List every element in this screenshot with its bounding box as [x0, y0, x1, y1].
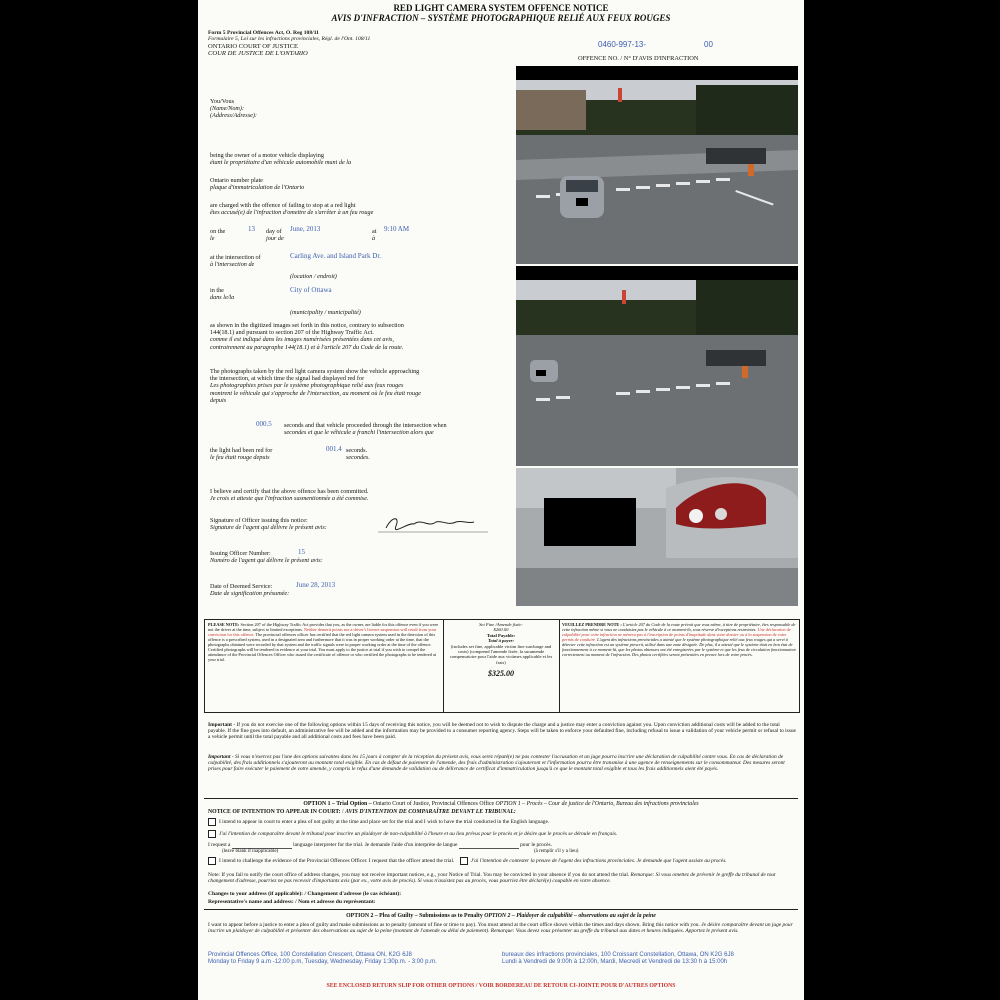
please-note-text: Section 207 of the Highway Traffic Act provides that you, as the owner, are liable for this offence even if you were not the driver at the time, subject to limited exceptions. — [208, 622, 439, 632]
offence-notice-page — [198, 0, 804, 1000]
office-en: Provincial Offences Office, 100 Constellation Crescent, Ottawa ON, K2G 6J8 — [208, 952, 412, 958]
plate-en: Ontario number plate — [210, 177, 263, 184]
on-fr: le — [210, 235, 215, 243]
photos-fr3: depuis — [210, 396, 227, 404]
total-payable-fr: Total à payer: — [487, 638, 515, 644]
hours-en: Monday to Friday 9 a.m -12:00 p.m, Tuesday, Wednesday, Friday 1:30p.m. - 3:00 p.m. — [208, 959, 437, 965]
important-text-fr: - Si vous n'exercez pas l'une des options suivantes dans les 15 jours à compter de la réception du présent avis, vous serez réputé(e) ne pas contester l'accusation et un juge pourra inscrire une déclaration de culpabilité contre vous. En cas de déclaration de culpabilité, des frais additionnels s'ajouteront au montant total exigible. En cas de défaut de paiement de l'amende, des frais d'administration s'ajouteront et l'information pourra être transmise à une agence de renseignements sur le consommateur. Des mesures seront prises pour faire exécuter le paiement de votre amende, y compris le refus d'une demande de validation ou de délivrance de certificat d'immatriculation jusqu'à ce que le montant total exigible et tous les frais additionnels aient été payés. — [208, 754, 785, 773]
service-fr: Date de signification présumée: — [210, 590, 290, 598]
dayof-en: day of — [266, 228, 282, 235]
title-fr: AVIS D'INFRACTION – SYSTÈME PHOTOGRAPHIQUE RELIÉ AUX FEUX ROUGES — [331, 13, 671, 23]
french-trial-checkbox[interactable] — [208, 830, 216, 838]
intersection-value: Carling Ave. and Island Park Dr. — [290, 252, 382, 260]
intersection-photo-2 — [516, 280, 798, 466]
redaction-bar-middle — [516, 266, 798, 280]
address-label: (Address/Adresse): — [210, 112, 257, 120]
intersection-photo-1 — [516, 80, 798, 264]
option1-check3-label: I intend to challenge the evidence of the Provincial Offences Officer. I request that the officer attend the trial. — [219, 858, 455, 865]
officer-no-en: Issuing Officer Number: — [210, 550, 271, 557]
signature-en: Signature of Officer issuing this notice: — [210, 517, 308, 524]
important-title-en: Important — [208, 722, 232, 728]
please-note-title: PLEASE NOTE: — [208, 622, 240, 627]
option1-check2-row[interactable] — [208, 830, 798, 838]
officer-no-fr: Numéro de l'agent qui délivre le présent avis: — [210, 557, 323, 565]
intersection-en: at the intersection of — [210, 254, 261, 261]
at-en: at — [372, 228, 377, 235]
dayof-fr: jour de — [266, 235, 284, 243]
office-fr: bureaux des infractions provinciales, 100 Croissant Constellation, Ottawa, ON K2G 6J8 — [502, 952, 734, 958]
option2-text-en: I want to appear before a justice to enter a plea of guilty and make submissions as to penalty (amount of fine or time to pay). You must attend at the court office shown within the times and days shown. Bring this notice with you. — [208, 922, 700, 928]
form-line-fr: Formulaire 5, Loi sur les infractions provinciales, Régl. de l'Ont. 108/11 — [208, 36, 371, 43]
seconds-en: seconds. — [346, 447, 368, 454]
return-slip-notice: SEE ENCLOSED RETURN SLIP FOR OTHER OPTIONS / VOIR BORDEREAU DE RETOUR CI-JOINTE POUR D'AUTRES OPTIONS — [326, 983, 676, 989]
option2-heading — [204, 913, 798, 919]
please-note-red: Neither demerit points nor a driver's licence suspension will result from your conviction for this offence. — [208, 627, 437, 637]
form-line-en: Form 5 Provincial Offences Act, O. Reg 108/11 — [208, 30, 319, 36]
option1-heading-en-rest: Ontario Court of Justice, Provincial Offences Office — [373, 801, 495, 807]
important-fr — [208, 754, 798, 773]
option2-text — [208, 922, 798, 934]
intersection-fr: à l'intersection de — [210, 261, 255, 269]
option1-note-en: Note: If you fail to notify the court office of address changes, you may not receive important notices, e.g., your Notice of Trial. You may be convicted in your absence if you do not attend the trial. — [208, 872, 630, 878]
title-en: RED LIGHT CAMERA SYSTEM OFFENCE NOTICE — [393, 3, 609, 13]
option1-check3-fr-label: J'ai l'intention de contester la preuve de l'agent des infractions provinciales. Je demande que l'agent assiste au procès. — [470, 858, 727, 865]
location-label: (location / endroit) — [290, 273, 337, 280]
option1-check1-row[interactable] — [208, 818, 798, 826]
option2-heading-en: OPTION 2 – Plea of Guilty – Submissions as to Penalty — [346, 913, 483, 919]
option1-heading-en: OPTION 1 – Trial Option – — [303, 801, 372, 807]
seconds-fr: secondes. — [346, 454, 370, 462]
interprete-langue-field[interactable] — [459, 842, 519, 849]
shown-fr2: contrairement au paragraphe 144(18.1) et à l'article 207 du Code de la route. — [210, 343, 404, 351]
address-change-label: Changes to your address (if applicable): / Changement d'adresse (le cas échéant): — [208, 891, 402, 897]
important-en — [208, 722, 798, 741]
option1-remarque-fr: Remarque: Si vous omettez de prévenir le greffe du tribunal de tout changement d'adresse, pourriez ne pas recevoir d'importants avis (par ex., votre avis de procès). Si vous n'assistez pas au procès, vous pourriez être déclaré(e) coupable en votre absence. — [208, 872, 776, 885]
total-value: $325.00 — [488, 669, 514, 679]
name-label: (Name/Nom): — [210, 105, 245, 113]
interpreter-end: pour le procès. — [520, 842, 552, 848]
red-for-value: 001.4 — [326, 445, 342, 453]
offence-number: 0460-997-13- — [598, 40, 647, 49]
court-fr: COUR DE JUSTICE DE L'ONTARIO — [208, 50, 308, 58]
interpreter-row — [208, 842, 798, 849]
in-en: in the — [210, 287, 224, 294]
shown-en2: 144(18.1) and pursuant to section 207 of the Highway Traffic Act. — [210, 329, 374, 337]
veuillez-text: L'article 207 du Code de la route prévoit que vous même, à titre de propriétaire, êtes responsable de cette infraction même si vous ne conduisiez pas le véhicule à ce moment-là, sous réserve d'exceptions restreintes. — [562, 622, 796, 632]
option1-heading — [204, 801, 798, 807]
municipality-label: (municipality / municipalité) — [290, 309, 361, 316]
blank-fr: (à remplir s'il y a lieu) — [534, 849, 579, 854]
day-value: 13 — [248, 225, 255, 233]
proceeded-fr: secondes et que le véhicule a franchi l'intersection alors que — [284, 429, 434, 437]
option1-check3-row[interactable] — [208, 857, 798, 865]
important-title-fr: Important — [208, 754, 231, 760]
at-fr: à — [372, 235, 376, 243]
officer-signature — [378, 512, 488, 534]
total-payable-en: Total Payable: — [486, 632, 516, 638]
red-seconds-value: 000.5 — [256, 420, 272, 428]
total-note: (includes set fine, applicable victim fine surcharge and costs) (comprend l'amende fixée, la suramende compensatoire pour l'aide aux victimes applicable et les frais) — [449, 643, 553, 665]
redfor-en: the light had been red for — [210, 447, 273, 454]
signature-fr: Signature de l'agent qui délivre le présent avis: — [210, 524, 327, 532]
veuillez-panel — [562, 622, 796, 657]
english-trial-checkbox[interactable] — [208, 818, 216, 826]
option1-check2-label: J'ai l'intention de comparaître devant le tribunal pour inscrire un plaidoyer de non-culpabilité à l'heure et au lieu prévus pour le procès et je désire que le procès se déroule en français. — [219, 831, 618, 838]
charged-en: are charged with the offence of failing to stop at a red light — [210, 202, 356, 209]
municipality-value: City of Ottawa — [290, 286, 332, 294]
charged-fr: êtes accusé(e) de l'infraction d'omettre de s'arrêter à un feu rouge — [210, 209, 374, 217]
owner-fr: étant le propriétaire d'un véhicule automobile muni de la — [210, 159, 352, 167]
blank-en: (leave blank if inapplicable) — [222, 849, 279, 854]
plate-fr: plaque d'immatriculation de l'Ontario — [210, 184, 305, 192]
veuillez-rest: L'agent des infractions provinciales a attesté que le système photographique relié aux feux rouges qui a servi à détecter cette infraction est un système prescrit, utilisé dans une zone désignée. De plus, il a attesté que le système était en bon état de fonctionnement à ce moment-là, que les photos obtenues ont été enregistrées par le système et que les feux de circulation fonctionnaient correctement au moment de l'infraction. Des photos certifiées seront présentées en preuve lors de votre procès. — [562, 637, 796, 657]
shown-fr1: comme il est indiqué dans les images numérisées présentées dans cet avis, — [210, 336, 394, 344]
option1-notice-fr: AVIS D'INTENTION DE COMPARAÎTRE DEVANT LE TRIBUNAL: — [345, 809, 516, 815]
contester-preuve-checkbox[interactable] — [460, 857, 468, 865]
photos-en2: the intersection, at which time the signal had displayed red for — [210, 375, 365, 383]
vehicle-closeup-photo — [516, 468, 798, 606]
set-fine-label: Set Fine /Amende fixée: — [479, 622, 523, 627]
shown-en1: as shown in the digitized images set forth in this notice, contrary to subsection — [210, 322, 404, 329]
service-value: June 28, 2013 — [296, 581, 336, 589]
option1-check1-label: I intend to appear in court to enter a plea of not guilty at the time and place set for the trial and I wish to have the trial conducted in the English language. — [219, 819, 550, 826]
representative-label: Representative's name and address: / Nom et adresse du représentant: — [208, 899, 376, 905]
plate-redaction — [544, 498, 636, 546]
option1-heading-fr: OPTION 1 – Procès – Cour de justice de l'Ontario, Bureau des infractions provinciales — [495, 801, 699, 807]
office-address-fr — [502, 952, 798, 966]
option1-notice: NOTICE OF INTENTION TO APPEAR IN COURT: / AVIS D'INTENTION DE COMPARAÎTRE DEVANT LE TRIBUNAL: — [208, 809, 516, 815]
important-text-en: - If you do not exercise one of the following options within 15 days of receiving this notice, you will be deemed not to wish to dispute the charge and a justice may enter a conviction against you. Upon conviction additional costs will be added to the total payable. If the fine goes into default, an administrative fee will be added and the information may be provided to a consumer reporting agency. Steps will be taken to enforce your defaulted fine, including refusal to issue a validation of your vehicle permit or refusal to issue a vehicle permit until the total payable and all additional costs and fees have been paid. — [208, 722, 796, 741]
option2-heading-fr: OPTION 2 – Plaidoyer de culpabilité – observations au sujet de la peine — [484, 913, 656, 919]
you-label: You/Vous — [210, 98, 235, 105]
fine-box — [204, 619, 800, 713]
challenge-evidence-checkbox[interactable] — [208, 857, 216, 865]
fine-panel — [446, 622, 556, 679]
on-en: on the — [210, 228, 226, 235]
veuillez-red: Une déclaration de culpabilité pour cette infraction ne mènera pas à l'inscription de points d'inaptitude dans votre dossier ou à la suspension de votre permis de conduire. — [562, 627, 791, 642]
interpreter-mid: language interpreter for the trial. Je demande l'aide d'un interprète de langue — [293, 842, 458, 848]
please-note-panel — [208, 622, 440, 662]
offence-number-suffix: 00 — [704, 40, 713, 49]
hours-fr: Lundi à Vendredi de 9:00h à 12:00h, Mardi, Mecredi et Vendredi de 13:30 h à 15:00h — [502, 959, 728, 965]
service-en: Date of Deemed Service: — [210, 583, 273, 590]
photos-en1: The photographs taken by the red light camera system show the vehicle approaching — [210, 368, 420, 375]
redaction-bar-top — [516, 66, 798, 80]
option2-text-fr: Je désire comparaître devant un juge pour inscrire un plaidoyer de culpabilité et présenter des observations au sujet de la peine (montant de l'amende ou délai de paiement). Remarque: Vous devez vous présenter au greffe du tribunal aux dates et heures indiquées. Apportez le présent avis. — [208, 922, 793, 935]
veuillez-title: VEUILLEZ PRENDRE NOTE : — [562, 622, 622, 627]
offence-number-label: OFFENCE NO. / N° D'AVIS D'INFRACTION — [578, 55, 699, 62]
in-fr: dans le/la — [210, 294, 235, 302]
certify-fr: Je crois et atteste que l'infraction susmentionnée a été commise. — [210, 495, 369, 503]
court-en: ONTARIO COURT OF JUSTICE — [208, 42, 298, 50]
owner-en: being the owner of a motor vehicle displaying — [210, 152, 324, 159]
proceeded-en: seconds and that vehicle proceeded through the intersection when — [284, 422, 447, 429]
please-note-rest: The provincial offences officer has certified that the red light camera system used in the detection of this offence is a prescribed system, used in a designated area and furthermore that it was in proper working order at the time, that the photographs obtained were recorded by that system and the traffic signals were in proper working order at the time of the offence. Certified photographs will be tendered in evidence at your trial. You must apply to the justice at trial if you wish to compel the attendance of the Provincial Offences Officer who issued the certificate of offence or who certified the photographs to be tendered at your trial. — [208, 632, 437, 662]
redfor-fr: le feu était rouge depuis — [210, 454, 270, 462]
officer-no-value: 15 — [298, 548, 305, 556]
certify-en: I believe and certify that the above offence has been committed. — [210, 488, 369, 495]
set-fine-value: $260.00 — [493, 627, 509, 633]
interpreter-label: I request a — [208, 842, 231, 848]
office-address-en — [208, 952, 498, 966]
month-value: June, 2013 — [290, 225, 321, 233]
option1-notice-en: NOTICE OF INTENTION TO APPEAR IN COURT: — [208, 809, 341, 815]
photos-fr1: Les photographies prises par le système photographique relié aux feux rouges — [210, 382, 404, 390]
photos-fr2: montrent le véhicule qui s'approche de l'intersection, au moment où le feu était rouge — [210, 389, 421, 397]
time-value: 9:10 AM — [384, 225, 410, 233]
option1-note — [208, 872, 798, 884]
